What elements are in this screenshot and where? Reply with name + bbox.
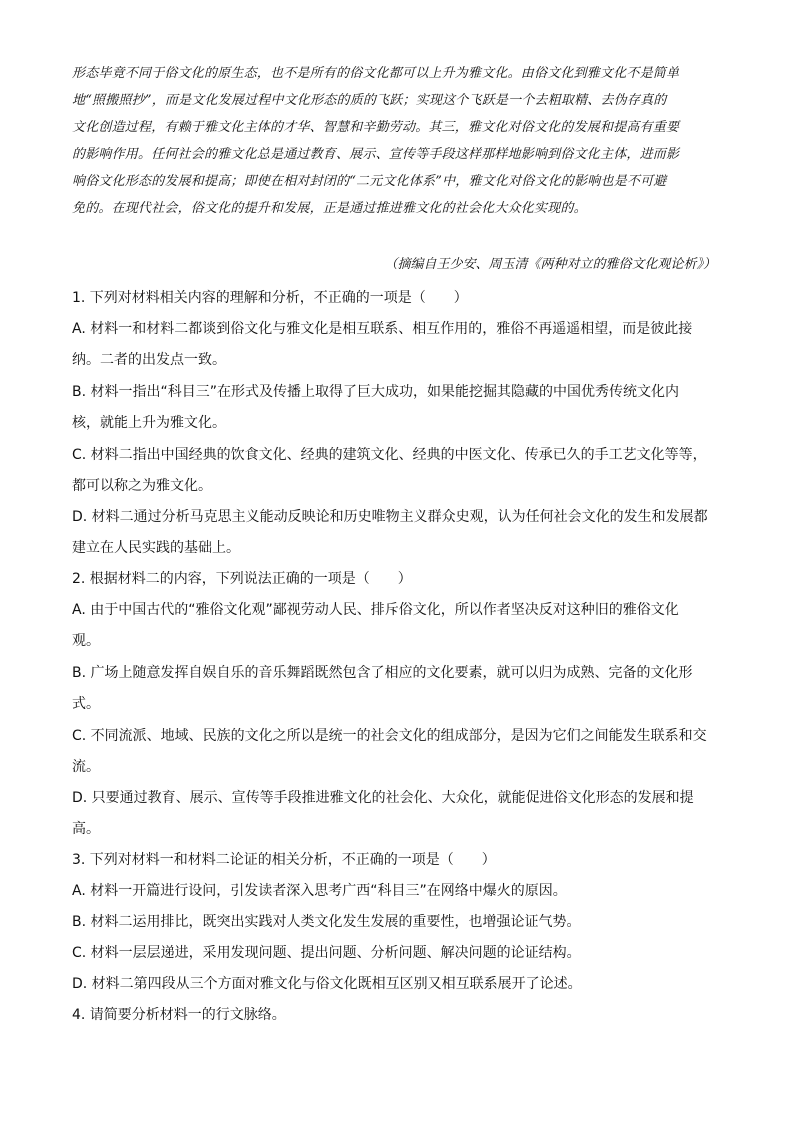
passage-line: 响俗文化形态的发展和提高；即使在相对封闭的“二元文化体系”中，雅文化对俗文化的影响也是不可避 [72, 174, 667, 189]
question-2-stem: 2. 根据材料二的内容，下列说法正确的一项是（ ） [72, 571, 412, 587]
passage-line: 的影响作用。任何社会的雅文化总是通过教育、展示、宣传等手段这样那样地影响到俗文化主体，进而影 [72, 147, 680, 162]
question-1-option-a-cont: 纳。二者的出发点一致。 [72, 352, 226, 368]
question-1-option-b: B. 材料一指出“科目三”在形式及传播上取得了巨大成功，如果能挖掘其隐藏的中国优秀传统文化内 [72, 384, 680, 400]
question-1-option-d: D. 材料二通过分析马克思主义能动反映论和历史唯物主义群众史观，认为任何社会文化的发生和发展都 [72, 509, 708, 525]
question-4-stem: 4. 请简要分析材料一的行文脉络。 [72, 1007, 286, 1023]
question-1-option-d-cont: 建立在人民实践的基础上。 [72, 540, 240, 556]
passage-line: 文化创造过程，有赖于雅文化主体的才华、智慧和辛勤劳动。其三，雅文化对俗文化的发展和提高有重要 [72, 120, 680, 135]
question-2-option-d-cont: 高。 [72, 821, 100, 837]
question-2-option-c: C. 不同流派、地域、民族的文化之所以是统一的社会文化的组成部分，是因为它们之间能发生联系和交 [72, 728, 707, 744]
question-3-option-d: D. 材料二第四段从三个方面对雅文化与俗文化既相互区别又相互联系展开了论述。 [72, 976, 582, 992]
question-3-option-b: B. 材料二运用排比，既突出实践对人类文化发生发展的重要性，也增强论证气势。 [72, 914, 581, 930]
question-1-option-b-cont: 核，就能上升为雅文化。 [72, 415, 226, 431]
question-3-option-a: A. 材料一开篇进行设问，引发读者深入思考广西“科目三”在网络中爆火的原因。 [72, 883, 567, 899]
question-1-option-c: C. 材料二指出中国经典的饮食文化、经典的建筑文化、经典的中医文化、传承已久的手工艺文化等等， [72, 447, 707, 463]
question-3-stem: 3. 下列对材料一和材料二论证的相关分析，不正确的一项是（ ） [72, 852, 496, 868]
passage-line: 形态毕竟不同于俗文化的原生态，也不是所有的俗文化都可以上升为雅文化。由俗文化到雅文化不是简单 [72, 66, 680, 81]
question-2-option-a-cont: 观。 [72, 633, 100, 649]
question-2-option-b-cont: 式。 [72, 696, 100, 712]
question-1-stem: 1. 下列对材料相关内容的理解和分析，不正确的一项是（ ） [72, 290, 468, 306]
question-2-option-c-cont: 流。 [72, 759, 100, 775]
question-3-option-c: C. 材料一层层递进，采用发现问题、提出问题、分析问题、解决问题的论证结构。 [72, 945, 581, 961]
passage-paragraph [72, 60, 722, 222]
passage-line: 地“照搬照抄”，而是文化发展过程中文化形态的质的飞跃；实现这个飞跃是一个去粗取精、去伪存真的 [72, 93, 667, 108]
question-2-option-d: D. 只要通过教育、展示、宣传等手段推进雅文化的社会化、大众化，就能促进俗文化形态的发展和提 [72, 790, 694, 806]
question-2-option-b: B. 广场上随意发挥自娱自乐的音乐舞蹈既然包含了相应的文化要素，就可以归为成熟、完备的文化形 [72, 665, 693, 681]
question-1-option-a: A. 材料一和材料二都谈到俗文化与雅文化是相互联系、相互作用的，雅俗不再遥遥相望，而是彼此接 [72, 321, 693, 337]
question-1-option-c-cont: 都可以称之为雅文化。 [72, 478, 212, 494]
passage-line: 免的。在现代社会，俗文化的提升和发展，正是通过推进雅文化的社会化大众化实现的。 [72, 201, 587, 216]
passage-source: （摘编自王少安、周玉清《两种对立的雅俗文化观论析》） [384, 257, 716, 272]
question-2-option-a: A. 由于中国古代的“雅俗文化观”鄙视劳动人民、排斥俗文化，所以作者坚决反对这种旧的雅俗文化 [72, 602, 679, 618]
